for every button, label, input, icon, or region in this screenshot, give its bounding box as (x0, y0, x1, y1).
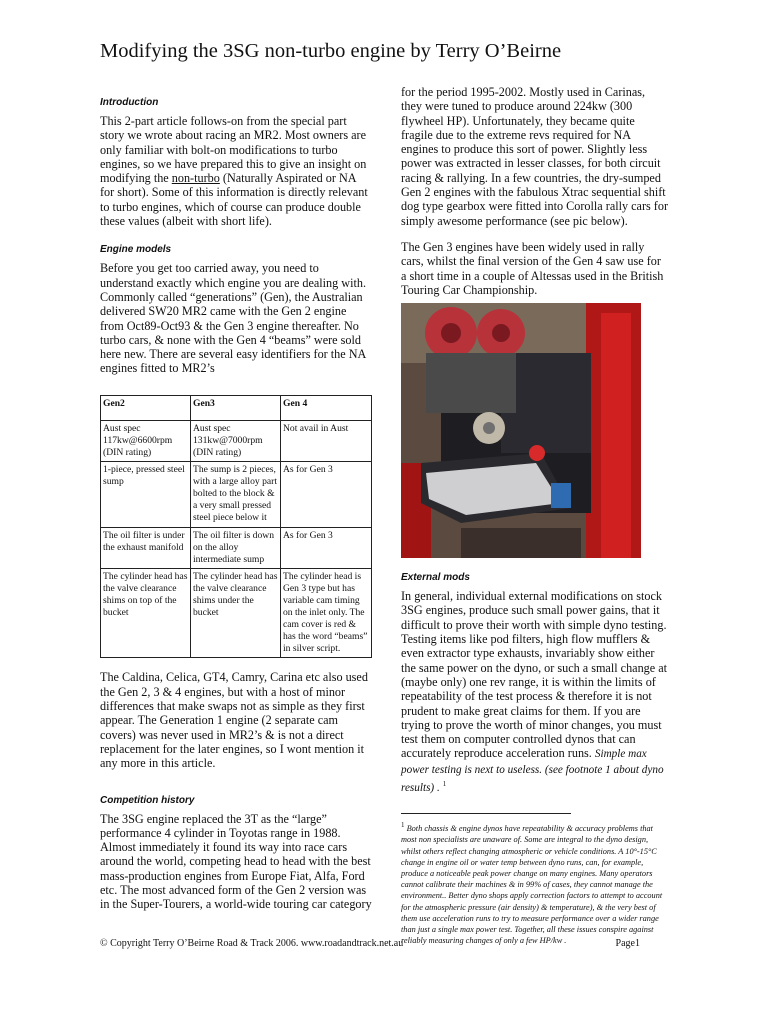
competition-continued-text: for the period 1995-2002. Mostly used in Carinas, they were tuned to produce around 224kw (300 flywheel HP). Unfortunately, they became quite fragile due to the extreme revs required for NA engines to produce this sort of power. Slightly less power was extracted in lesser classes, for both circuit racing & rallying. In a few countries, the dry-sumped Gen 2 engines with the fabulous Xtrac sequential shift dog type gearbox were fitted into Corolla rally cars for simply awesome performance (see pic below). (401, 85, 669, 228)
table-cell: 1-piece, pressed steel sump (101, 462, 191, 527)
table-cell: The cylinder head has the valve clearance shims under the bucket (191, 568, 281, 658)
table-cell: As for Gen 3 (281, 462, 372, 527)
introduction-text: This 2-part article follows-on from the special part story we wrote about racing an MR2. Most owners are only familiar with bolt-on modifications to turbo engines, so we have prepared this to give an insight on modifying the non-turbo (Naturally Aspirated or NA for short). Some of this information is directly relevant to turbo engines, which of course can produce double these values (albeit with short life). (100, 114, 368, 229)
gen3-text: The Gen 3 engines have been widely used in rally cars, whilst the final version of the Gen 4 saw use for a short time in a couple of Altessas used in the British Touring Car Championship. (401, 239, 664, 297)
left-column (100, 97, 372, 912)
external-mods-heading: External mods (401, 572, 470, 584)
table-header-cell: Gen 4 (281, 395, 372, 420)
engine-photo-graphic (401, 303, 641, 558)
page-number: Page1 (615, 938, 640, 949)
table-row (101, 462, 372, 527)
engine-models-heading: Engine models (100, 244, 172, 256)
table-cell: The oil filter is under the exhaust manifold (101, 527, 191, 568)
page-title: Modifying the 3SG non-turbo engine by Terry O’Beirne (100, 40, 562, 62)
right-column (401, 85, 669, 946)
footnote: $^1$ Both chassis & engine dynos have repeatability & accuracy problems that most non specialists are unaware of. Some are integral to the dyno design, whilst others reflect changing atmospheric or vehicle conditions. A 10°-15°C change in engine oil or water temp between dyno runs, can, for example, produce a noticeable peak power change on many engines. Many operators cannot calibrate their machines & in 99% of cases, they cannot manage the environment.. Better dyno shops apply correction factors to attempt to account for the atmospheric pressure (air density) & temperature), & the very best of them use acceleration runs to try to measure performance over a wider range than just a single max power test. Together, all these issues conspire against reliably measuring changes of only a few HP/kw . (401, 821, 663, 946)
table-cell: The cylinder head is Gen 3 type but has variable cam timing on the inlet only. The cam cover is red & has the word “beams” in silver script. (281, 568, 372, 658)
table-header-cell: Gen3 (191, 395, 281, 420)
table-cell: Aust spec 117kw@6600rpm (DIN rating) (101, 420, 191, 461)
table-cell: The oil filter is down on the alloy intermediate sump (191, 527, 281, 568)
table-row (101, 527, 372, 568)
table-header-row (101, 395, 372, 420)
footnote-divider (401, 813, 571, 814)
after-table-text: The Caldina, Celica, GT4, Camry, Carina etc also used the Gen 2, 3 & 4 engines, but with a host of minor differences that make swaps not as simple as they first appear. The Generation 1 engine (2 separate cam covers) was never used in MR2’s & is not a direct replacement for the later engines, so I wont mention it any more in this article. (100, 670, 368, 771)
footer-copyright: © Copyright Terry O’Beirne Road & Track 2006. www.roadandtrack.net.au (100, 938, 404, 949)
external-mods-text: In general, individual external modifications on stock 3SG engines, produce such small power gains, that it difficult to prove their worth with simple dyno testing. Testing items like pod filters, high flow mufflers & even extractor type exhausts, invariably show either the same power on the dyno, or such a small change at (maybe only) one rev range, it is within the limits of repeatability of the test process & therefore it is not prudent to make great claims for them. If you are trying to prove the worth of minor changes, you must test them on computer controlled dynos that can accurately reproduce acceleration runs. Simple max power testing is next to useless. (see footnote 1 about dyno results) . $^1$ (401, 589, 668, 795)
introduction-heading: Introduction (100, 97, 159, 108)
page-footer (100, 938, 640, 949)
footnote-reference: 1 (442, 780, 447, 789)
competition-history-text: The 3SG engine replaced the 3T as the “large” performance 4 cylinder in Toyotas range in 1988. Almost immediately it found its way into race cars around the world, competing head to head with the best mass-production engines from Europe Fiat, Alfa, Ford etc. The most advanced form of the Gen 2 version was in the Super-Tourers, a world-wide touring car category (100, 811, 372, 912)
table-cell: Not avail in Aust (281, 420, 372, 461)
competition-history-heading: Competition history (100, 794, 195, 806)
engine-models-text: Before you get too carried away, you need to understand exactly which engine you are dealing with. Commonly called “generations” (Gen), the Australian delivered SW20 MR2 came with the Gen 2 engine from Oct89-Oct93 & the Gen 3 engine thereafter. No turbo cars, & none with the Gen 4 “beams” were sold here new. There are several easy identifiers for the NA engines fitted to MR2’s (100, 261, 367, 376)
engine-generations-table (100, 395, 372, 659)
table-row (101, 568, 372, 658)
table-cell: The sump is 2 pieces, with a large alloy part bolted to the block & a very small pressed steel piece below it (191, 462, 281, 527)
table-cell: Aust spec 131kw@7000rpm (DIN rating) (191, 420, 281, 461)
table-cell: As for Gen 3 (281, 527, 372, 568)
table-row (101, 420, 372, 461)
engine-photo (401, 303, 641, 558)
table-cell: The cylinder head has the valve clearance shims on top of the bucket (101, 568, 191, 658)
table-header-cell: Gen2 (101, 395, 191, 420)
